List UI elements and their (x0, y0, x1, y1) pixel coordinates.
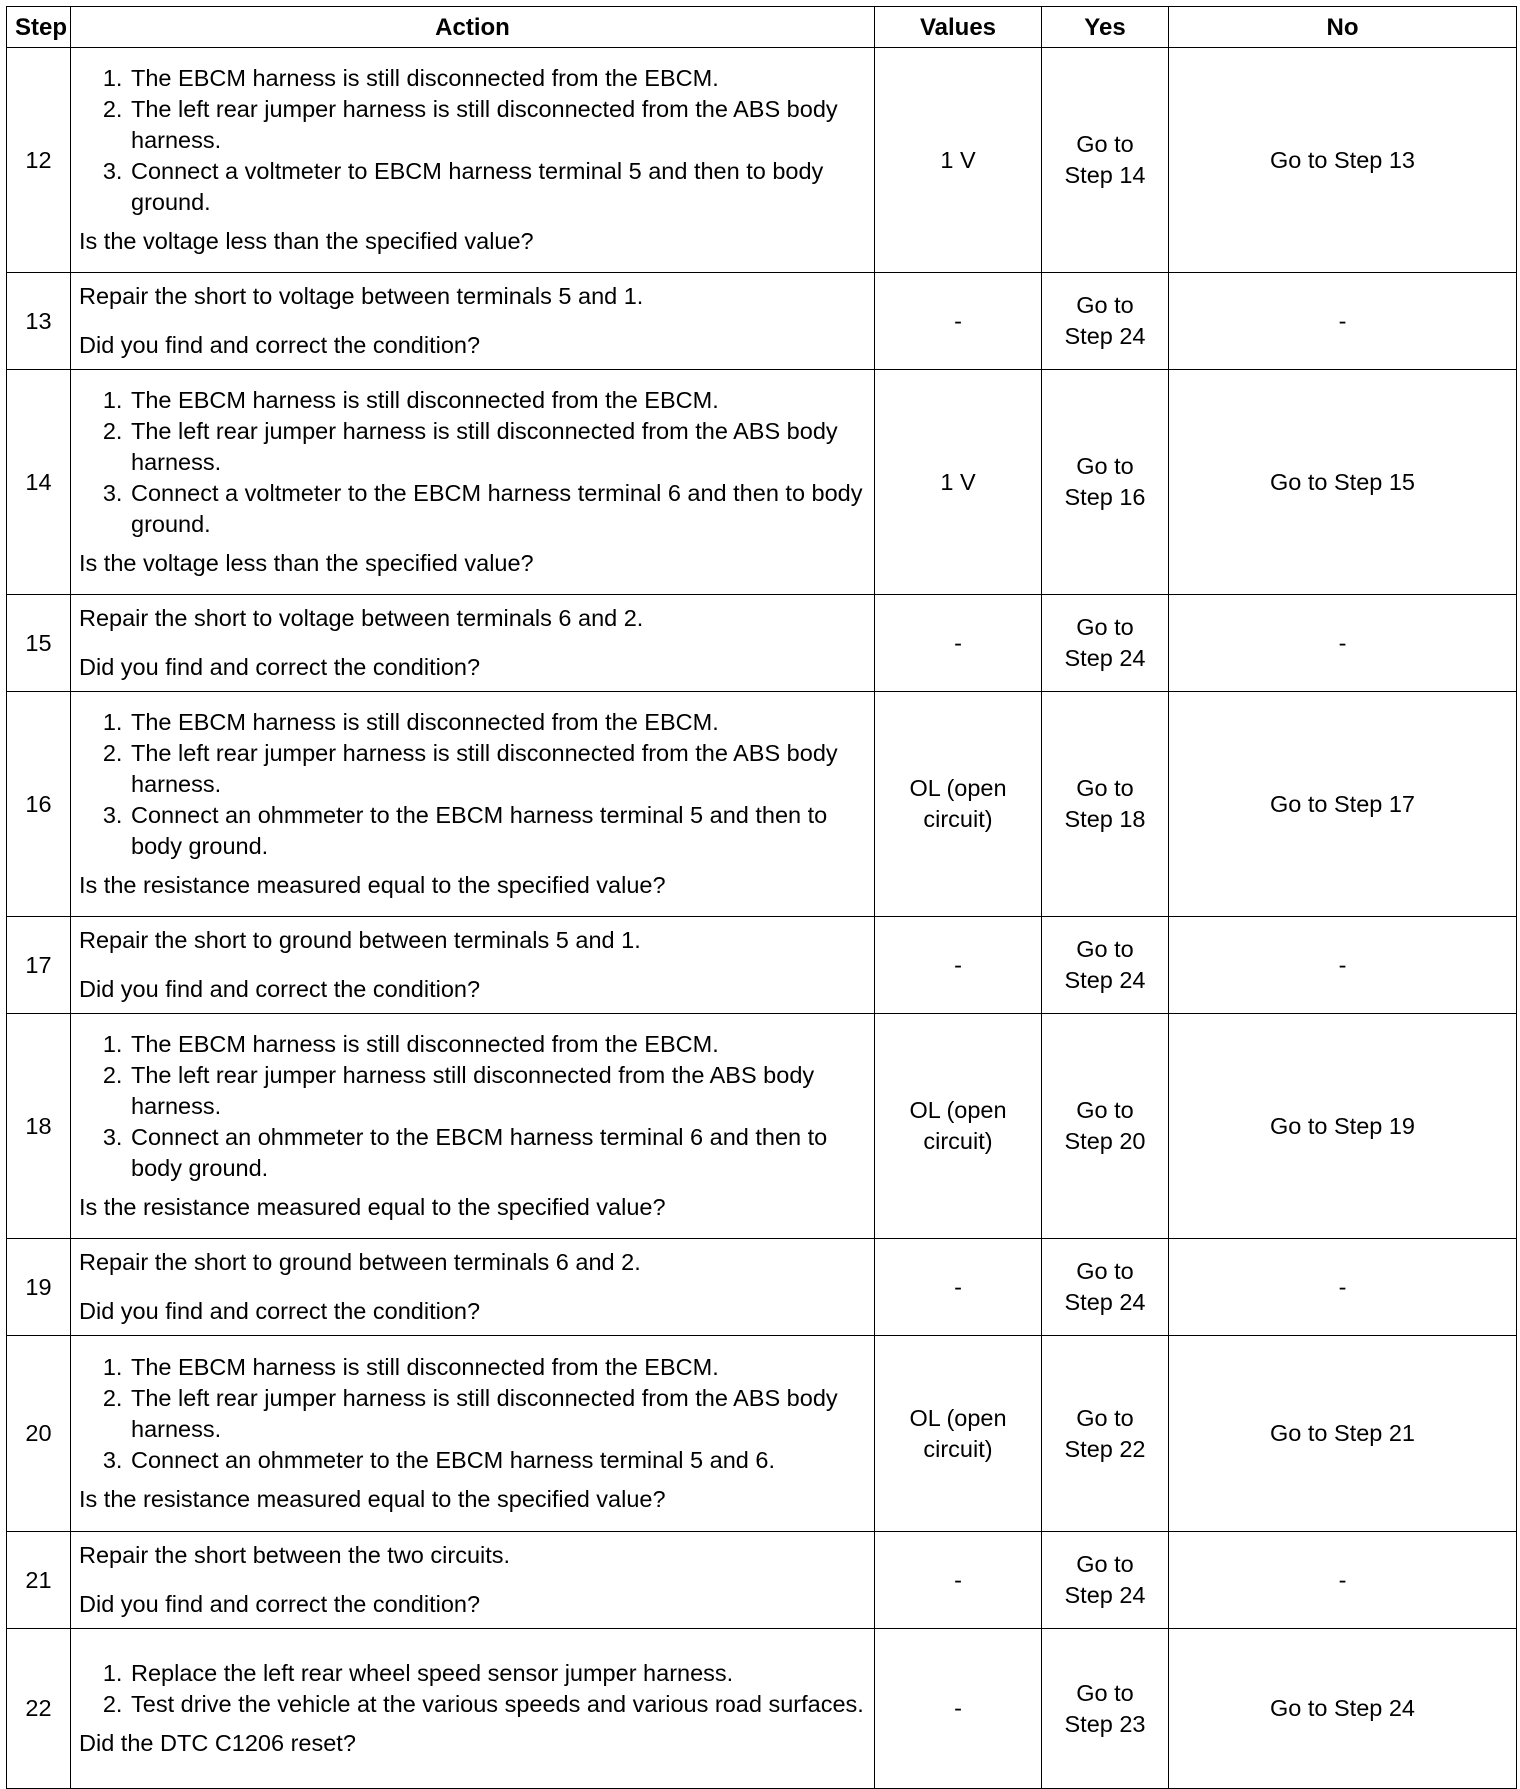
yes-cell: Go to Step 23 (1042, 1629, 1169, 1789)
action-item: 3. Connect an ohmmeter to the EBCM harness terminal 5 and then to body ground. (129, 800, 866, 862)
header-values: Values (875, 7, 1042, 48)
action-item: 3. Connect an ohmmeter to the EBCM harness terminal 5 and 6. (129, 1445, 866, 1476)
action-list (79, 1352, 866, 1476)
table-row (7, 1239, 1517, 1336)
action-item: 1. The EBCM harness is still disconnected from the EBCM. (129, 707, 866, 738)
yes-cell: Go to Step 22 (1042, 1336, 1169, 1532)
repair-instruction: Repair the short to ground between terminals 6 and 2. (79, 1249, 641, 1275)
no-cell: Go to Step 15 (1169, 370, 1517, 595)
value-cell: OL (open circuit) (875, 1336, 1042, 1532)
action-cell (71, 1014, 875, 1239)
table-row (7, 273, 1517, 370)
action-item: 2. Test drive the vehicle at the various speeds and various road surfaces. (129, 1689, 866, 1720)
header-no: No (1169, 7, 1517, 48)
yes-cell: Go to Step 14 (1042, 48, 1169, 273)
table-row (7, 1532, 1517, 1629)
action-cell (71, 1336, 875, 1532)
yes-cell: Go to Step 18 (1042, 692, 1169, 917)
yes-cell: Go to Step 24 (1042, 917, 1169, 1014)
repair-instruction: Repair the short to voltage between terminals 6 and 2. (79, 605, 644, 631)
action-item: 3. Connect a voltmeter to EBCM harness terminal 5 and then to body ground. (129, 156, 866, 218)
action-cell (71, 48, 875, 273)
table-row (7, 917, 1517, 1014)
action-cell (71, 917, 875, 1014)
header-row (7, 7, 1517, 48)
action-list (79, 63, 866, 218)
table-row (7, 1336, 1517, 1532)
action-cell (71, 370, 875, 595)
yes-cell: Go to Step 24 (1042, 595, 1169, 692)
no-cell: - (1169, 1532, 1517, 1629)
no-cell: - (1169, 273, 1517, 370)
header-step: Step (7, 7, 71, 48)
step-number: 13 (7, 273, 71, 370)
question-text: Is the voltage less than the specified value? (79, 228, 534, 254)
question-text: Did you find and correct the condition? (79, 976, 481, 1002)
action-item: 1. The EBCM harness is still disconnected from the EBCM. (129, 1352, 866, 1383)
diagnostic-table (6, 6, 1517, 1789)
action-item: 1. Replace the left rear wheel speed sensor jumper harness. (129, 1658, 866, 1689)
value-cell: - (875, 1629, 1042, 1789)
no-cell: - (1169, 1239, 1517, 1336)
table-row (7, 692, 1517, 917)
action-item: 2. The left rear jumper harness is still disconnected from the ABS body harness. (129, 1383, 866, 1445)
action-list (79, 1029, 866, 1184)
question-text: Did the DTC C1206 reset? (79, 1730, 356, 1756)
step-number: 15 (7, 595, 71, 692)
step-number: 12 (7, 48, 71, 273)
question-text: Did you find and correct the condition? (79, 1298, 481, 1324)
value-cell: 1 V (875, 48, 1042, 273)
value-cell: - (875, 917, 1042, 1014)
yes-cell: Go to Step 24 (1042, 1239, 1169, 1336)
step-number: 16 (7, 692, 71, 917)
question-text: Is the resistance measured equal to the specified value? (79, 872, 666, 898)
yes-cell: Go to Step 16 (1042, 370, 1169, 595)
action-list (79, 385, 866, 540)
step-number: 14 (7, 370, 71, 595)
action-cell (71, 273, 875, 370)
action-cell (71, 1239, 875, 1336)
action-item: 2. The left rear jumper harness is still disconnected from the ABS body harness. (129, 738, 866, 800)
no-cell: - (1169, 595, 1517, 692)
value-cell: OL (open circuit) (875, 1014, 1042, 1239)
action-item: 1. The EBCM harness is still disconnected from the EBCM. (129, 63, 866, 94)
yes-cell: Go to Step 20 (1042, 1014, 1169, 1239)
step-number: 21 (7, 1532, 71, 1629)
table-row (7, 1014, 1517, 1239)
value-cell: - (875, 1532, 1042, 1629)
table-row (7, 595, 1517, 692)
no-cell: Go to Step 24 (1169, 1629, 1517, 1789)
value-cell: - (875, 595, 1042, 692)
question-text: Is the resistance measured equal to the specified value? (79, 1194, 666, 1220)
value-cell: - (875, 1239, 1042, 1336)
table-row (7, 1629, 1517, 1789)
no-cell: - (1169, 917, 1517, 1014)
action-item: 3. Connect an ohmmeter to the EBCM harness terminal 6 and then to body ground. (129, 1122, 866, 1184)
question-text: Did you find and correct the condition? (79, 332, 481, 358)
step-number: 22 (7, 1629, 71, 1789)
action-item: 2. The left rear jumper harness is still disconnected from the ABS body harness. (129, 94, 866, 156)
action-item: 1. The EBCM harness is still disconnected from the EBCM. (129, 1029, 866, 1060)
repair-instruction: Repair the short between the two circuits. (79, 1542, 511, 1568)
action-item: 2. The left rear jumper harness is still disconnected from the ABS body harness. (129, 416, 866, 478)
question-text: Is the voltage less than the specified value? (79, 550, 534, 576)
question-text: Did you find and correct the condition? (79, 654, 481, 680)
table-body (7, 48, 1517, 1789)
step-number: 19 (7, 1239, 71, 1336)
header-action: Action (71, 7, 875, 48)
repair-instruction: Repair the short to ground between terminals 5 and 1. (79, 927, 641, 953)
value-cell: - (875, 273, 1042, 370)
no-cell: Go to Step 21 (1169, 1336, 1517, 1532)
action-cell (71, 1532, 875, 1629)
question-text: Is the resistance measured equal to the specified value? (79, 1486, 666, 1512)
table-row (7, 370, 1517, 595)
action-cell (71, 595, 875, 692)
action-item: 3. Connect a voltmeter to the EBCM harness terminal 6 and then to body ground. (129, 478, 866, 540)
repair-instruction: Repair the short to voltage between terminals 5 and 1. (79, 283, 644, 309)
no-cell: Go to Step 13 (1169, 48, 1517, 273)
action-list (79, 707, 866, 862)
yes-cell: Go to Step 24 (1042, 1532, 1169, 1629)
question-text: Did you find and correct the condition? (79, 1591, 481, 1617)
action-list (79, 1658, 866, 1720)
no-cell: Go to Step 19 (1169, 1014, 1517, 1239)
table-row (7, 48, 1517, 273)
action-cell (71, 1629, 875, 1789)
step-number: 18 (7, 1014, 71, 1239)
value-cell: 1 V (875, 370, 1042, 595)
value-cell: OL (open circuit) (875, 692, 1042, 917)
yes-cell: Go to Step 24 (1042, 273, 1169, 370)
step-number: 17 (7, 917, 71, 1014)
action-cell (71, 692, 875, 917)
header-yes: Yes (1042, 7, 1169, 48)
action-item: 1. The EBCM harness is still disconnected from the EBCM. (129, 385, 866, 416)
action-item: 2. The left rear jumper harness still disconnected from the ABS body harness. (129, 1060, 866, 1122)
step-number: 20 (7, 1336, 71, 1532)
no-cell: Go to Step 17 (1169, 692, 1517, 917)
